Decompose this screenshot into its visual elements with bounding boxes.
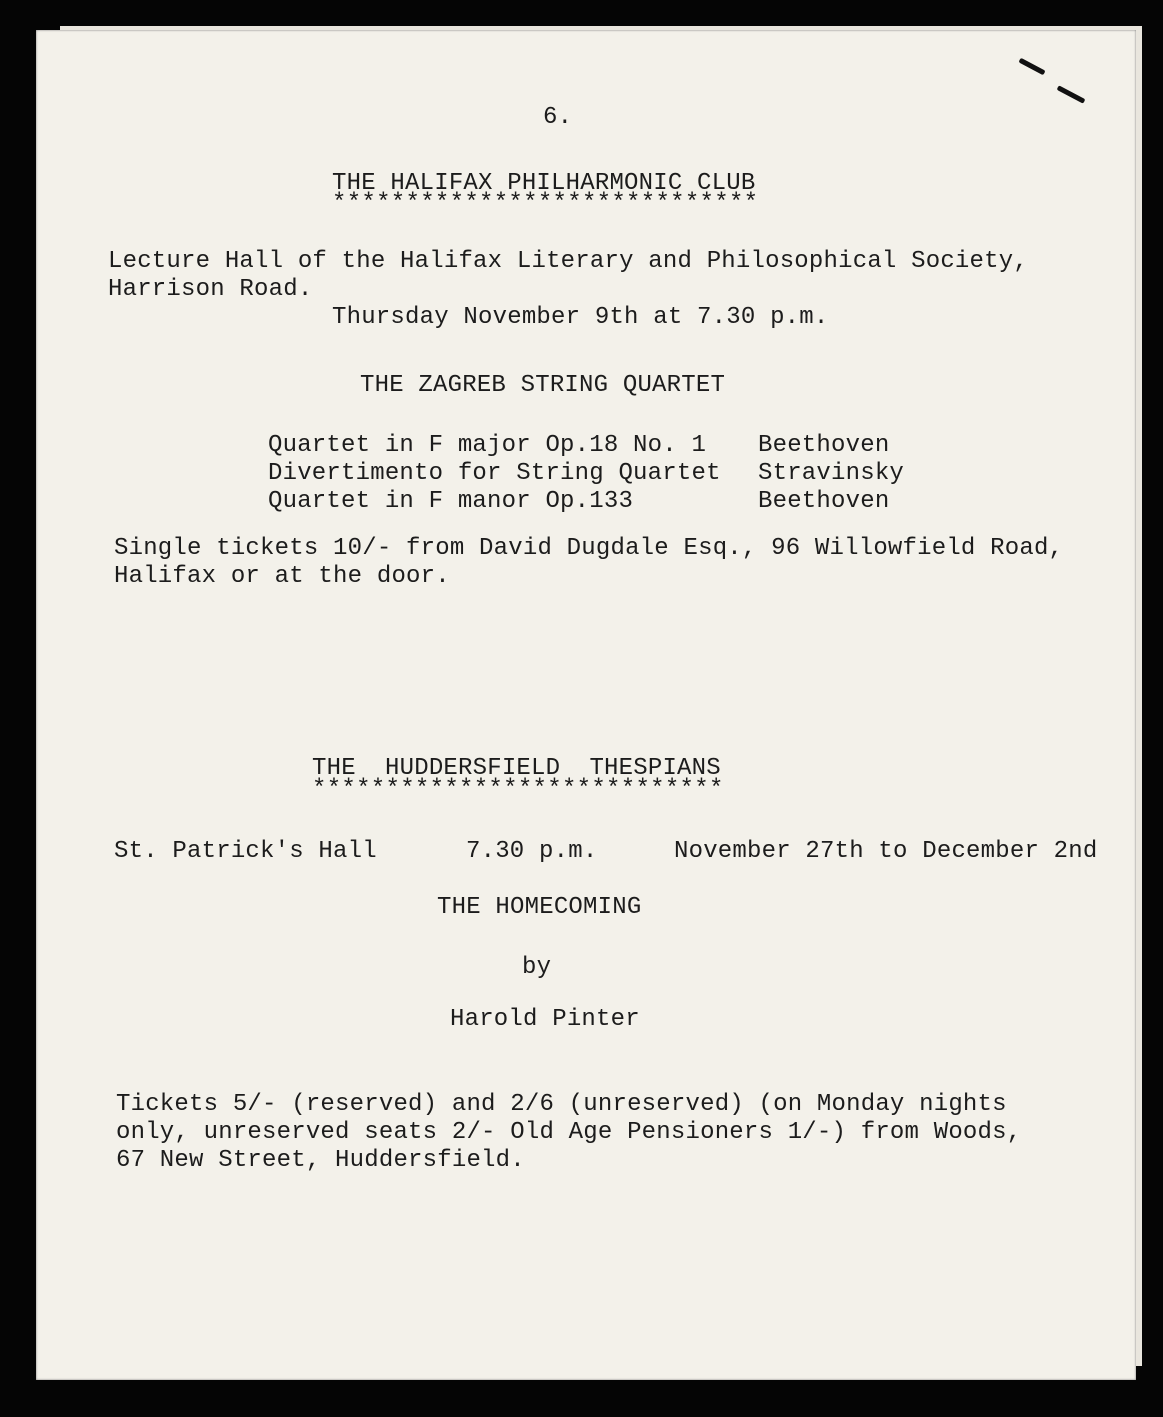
program-composer: Beethoven: [758, 488, 890, 515]
performer-title: THE ZAGREB STRING QUARTET: [360, 372, 726, 399]
section1-stars: *****************************: [332, 190, 759, 217]
play-time: 7.30 p.m.: [466, 838, 598, 865]
program-piece: Quartet in F manor Op.133: [268, 488, 634, 515]
program-piece: Quartet in F major Op.18 No. 1: [268, 432, 707, 459]
play-title: THE HOMECOMING: [437, 894, 642, 921]
section1-title: THE HALIFAX PHILHARMONIC CLUB: [332, 170, 756, 197]
program-composer: Beethoven: [758, 432, 890, 459]
play-author: Harold Pinter: [450, 1006, 640, 1033]
tickets-line-1: Single tickets 10/- from David Dugdale Esq., 96 Willowfield Road,: [114, 535, 1064, 562]
venue-line-1: Lecture Hall of the Halifax Literary and Philosophical Society,: [108, 248, 1028, 275]
section2-stars: ****************************: [312, 776, 724, 803]
play-tickets-line-2: only, unreserved seats 2/- Old Age Pensioners 1/-) from Woods,: [116, 1119, 1022, 1146]
play-venue: St. Patrick's Hall: [114, 838, 377, 865]
play-by: by: [522, 954, 552, 981]
play-dates: November 27th to December 2nd: [674, 838, 1098, 865]
program-piece: Divertimento for String Quartet: [268, 460, 721, 487]
play-tickets-line-1: Tickets 5/- (reserved) and 2/6 (unreserved) (on Monday nights: [116, 1091, 1007, 1118]
play-tickets-line-3: 67 New Street, Huddersfield.: [116, 1147, 525, 1174]
document-page: [36, 30, 1136, 1380]
program-composer: Stravinsky: [758, 460, 905, 487]
page-number: 6.: [543, 104, 573, 131]
section2-title: THE HUDDERSFIELD THESPIANS: [312, 755, 721, 782]
tickets-line-2: Halifax or at the door.: [114, 563, 450, 590]
venue-line-2: Harrison Road.: [108, 276, 313, 303]
concert-date: Thursday November 9th at 7.30 p.m.: [332, 304, 829, 331]
